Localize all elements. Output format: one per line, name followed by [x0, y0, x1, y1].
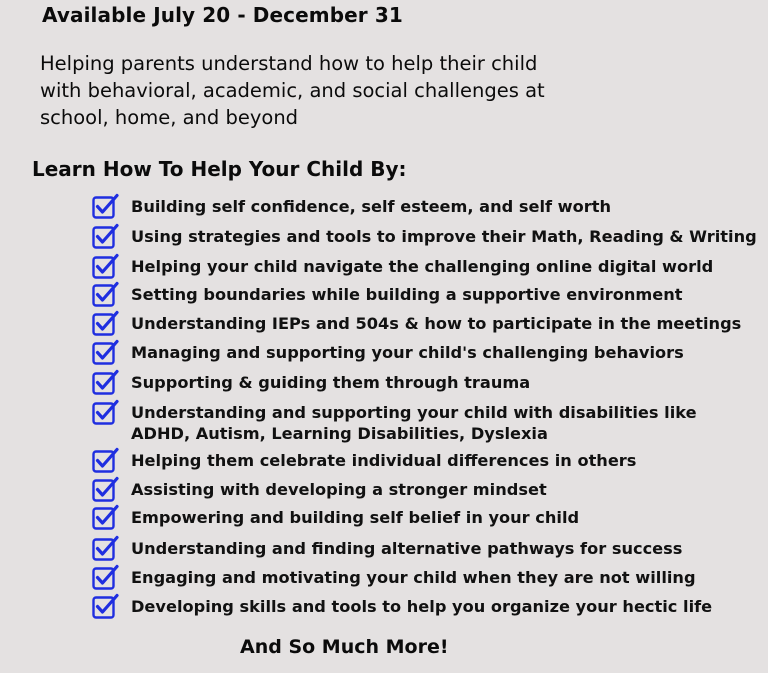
checklist-item-line: Assisting with developing a stronger mindset: [131, 480, 547, 499]
checklist-item-text: [131, 313, 741, 334]
checkbox-checked-icon: [92, 475, 119, 502]
checklist-item: [92, 256, 713, 279]
checklist-item: [92, 284, 683, 307]
checklist-item-line: Empowering and building self belief in your child: [131, 508, 580, 527]
checklist-item-text: [131, 196, 611, 217]
checkbox-checked-icon: [92, 398, 119, 425]
checklist-item-line: Helping them celebrate individual differences in others: [131, 451, 637, 470]
checklist-item-line: Supporting & guiding them through trauma: [131, 373, 531, 392]
checkbox-checked-icon: [92, 368, 119, 395]
checkbox-checked-icon: [92, 252, 119, 279]
availability-dates: Available July 20 - December 31: [42, 3, 403, 27]
checklist-item: [92, 507, 579, 530]
checklist-item-line: Using strategies and tools to improve their Math, Reading & Writing: [131, 227, 757, 246]
checkbox-checked-icon: [92, 534, 119, 561]
checklist-item-line: Helping your child navigate the challenging online digital world: [131, 257, 714, 276]
checklist-item: [92, 567, 696, 590]
checkbox-checked-icon: [92, 192, 119, 219]
checklist-item-text: [131, 479, 547, 500]
checklist-item-line: Understanding and supporting your child with disabilities like: [131, 403, 697, 422]
checklist-item-text: [131, 450, 636, 471]
checklist-item-text: [131, 567, 696, 588]
checklist-item-line: Managing and supporting your child's challenging behaviors: [131, 343, 684, 362]
checkbox-checked-icon: [92, 280, 119, 307]
checkbox-checked-icon: [92, 222, 119, 249]
checklist-item: [92, 596, 712, 619]
intro-line: with behavioral, academic, and social challenges at: [40, 79, 545, 102]
checklist-item: [92, 196, 611, 219]
checklist-item-text: [131, 596, 712, 617]
checklist-item-text: [131, 284, 683, 305]
checklist-item-text: [131, 342, 684, 363]
checklist-item: [92, 226, 757, 249]
checklist-item-line: Building self confidence, self esteem, and self worth: [131, 197, 612, 216]
checklist-item-text: [131, 226, 757, 247]
checklist-item: [92, 450, 636, 473]
checklist-item-line: Setting boundaries while building a supportive environment: [131, 285, 683, 304]
checklist-item: [92, 402, 697, 444]
checklist-item-line: Engaging and motivating your child when they are not willing: [131, 568, 696, 587]
checklist-item-text: [131, 402, 697, 444]
checkbox-checked-icon: [92, 592, 119, 619]
closing-text: And So Much More!: [240, 636, 449, 658]
checklist-item-line: ADHD, Autism, Learning Disabilities, Dyslexia: [131, 424, 548, 443]
section-heading: Learn How To Help Your Child By:: [32, 157, 407, 181]
checkbox-checked-icon: [92, 446, 119, 473]
checkbox-checked-icon: [92, 309, 119, 336]
checklist-item: [92, 538, 682, 561]
checkbox-checked-icon: [92, 503, 119, 530]
checklist-item-text: [131, 538, 682, 559]
checklist-item-text: [131, 507, 579, 528]
checklist-item-text: [131, 372, 530, 393]
checklist-item-line: Understanding IEPs and 504s & how to participate in the meetings: [131, 314, 742, 333]
checklist-item: [92, 479, 547, 502]
checklist-item: [92, 372, 530, 395]
checkbox-checked-icon: [92, 338, 119, 365]
intro-line: school, home, and beyond: [40, 106, 299, 129]
checkbox-checked-icon: [92, 563, 119, 590]
intro-line: Helping parents understand how to help their child: [40, 52, 538, 75]
checklist-item: [92, 313, 741, 336]
checklist-item-line: Developing skills and tools to help you organize your hectic life: [131, 597, 713, 616]
checklist-item: [92, 342, 684, 365]
checklist-item-line: Understanding and finding alternative pathways for success: [131, 539, 683, 558]
checklist-item-text: [131, 256, 713, 277]
